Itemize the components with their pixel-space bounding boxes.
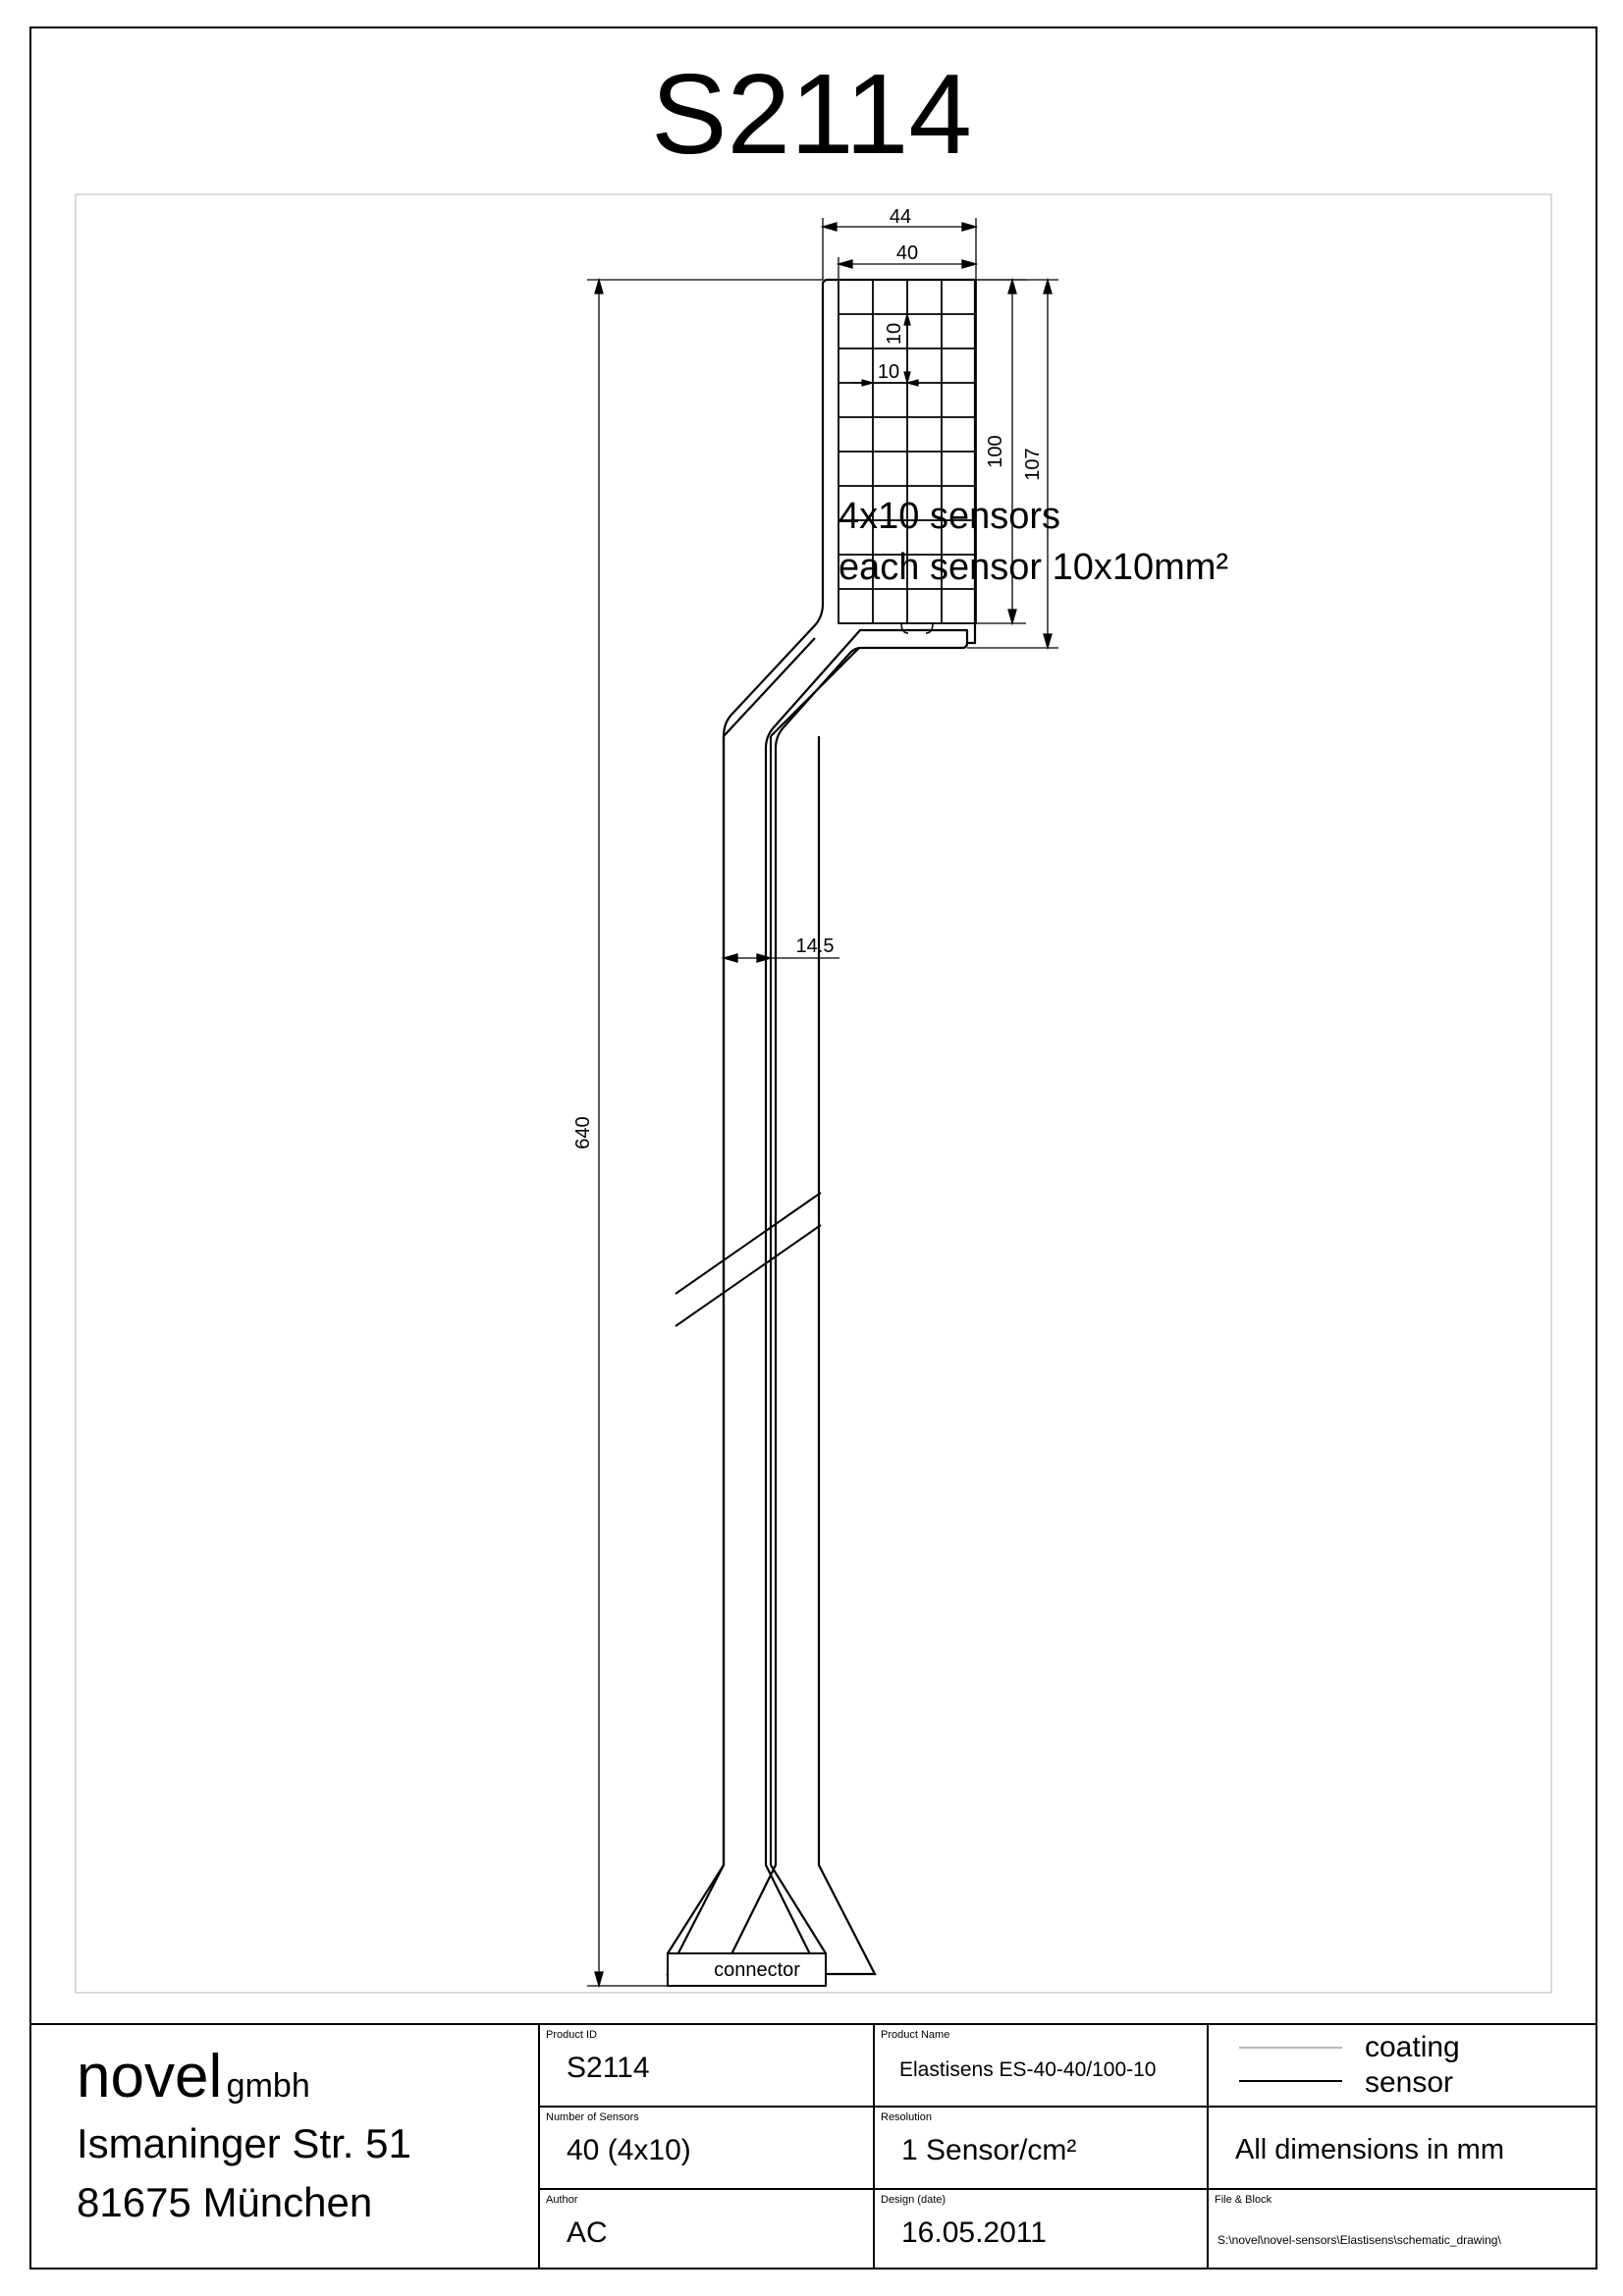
cell-product-id [539,2024,874,2107]
sensor-note-line1: 4x10 sensors [839,496,1061,537]
trace-bend-right [771,648,859,736]
break-line-upper [676,1193,821,1294]
value-sensors: 40 (4x10) [567,2134,691,2166]
drawing-area-border [76,194,1551,1993]
cell-date [874,2189,1208,2269]
cell-file [1208,2189,1597,2269]
company-name: novel [77,2043,223,2110]
cell-product-name [874,2024,1208,2107]
drawing-title: S2114 [651,50,972,178]
caption-sensors: Number of Sensors [546,2111,639,2123]
value-dimensions-note: All dimensions in mm [1235,2134,1504,2165]
dimension-length [587,280,823,1986]
dim-text-40: 40 [895,242,919,264]
value-product-name: Elastisens ES-40-40/100-10 [899,2058,1157,2081]
dim-text-14-5: 14.5 [795,935,835,957]
dim-text-cell-height: 10 [884,322,905,346]
dim-text-107: 107 [1022,448,1044,481]
connector-flare-left [668,1865,724,1953]
company-name-line [77,2042,310,2111]
caption-date: Design (date) [881,2194,947,2206]
caption-product-id: Product ID [546,2029,597,2041]
value-file-path: S:\novel\novel-sensors\Elastisens\schematic_drawing\ [1217,2233,1501,2247]
dim-text-44: 44 [889,206,912,228]
dim-text-cell-width: 10 [877,361,900,383]
company-street: Ismaninger Str. 51 [77,2120,411,2166]
break-line-lower [676,1225,821,1326]
value-resolution: 1 Sensor/cm² [901,2134,1077,2166]
cell-resolution [874,2107,1208,2189]
cell-dimensions-note [1208,2107,1597,2189]
dim-text-100: 100 [985,435,1006,468]
caption-author: Author [546,2194,578,2206]
dim-text-640: 640 [572,1116,594,1149]
company-suffix: gmbh [226,2067,310,2105]
trace-bend-left [724,638,815,736]
cell-sensors [539,2107,874,2189]
sensor-outline [722,630,967,1974]
sensor-note-line2: each sensor 10x10mm² [839,547,1229,588]
legend-sensor-label: sensor [1365,2066,1454,2099]
value-date: 16.05.2011 [901,2216,1047,2249]
caption-resolution: Resolution [881,2111,932,2123]
company-city: 81675 München [77,2179,373,2225]
caption-product-name: Product Name [881,2029,950,2041]
sensor-leads [901,623,933,633]
value-author: AC [567,2216,608,2249]
connector-label: connector [714,1959,800,1981]
cell-author [539,2189,874,2269]
caption-file: File & Block [1215,2194,1272,2206]
legend-coating-label: coating [1365,2031,1460,2063]
connector-flare-right [771,1865,826,1953]
value-product-id: S2114 [567,2052,650,2084]
